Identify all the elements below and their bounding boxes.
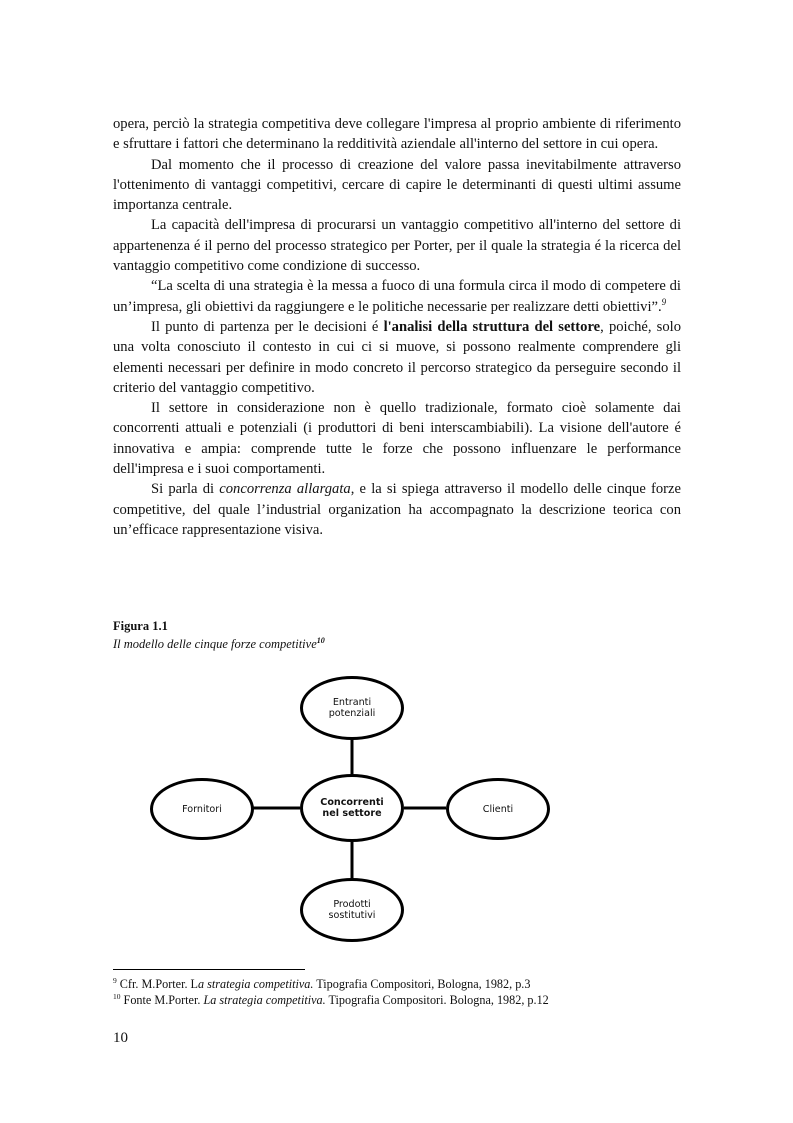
- figure-label: Figura 1.1: [113, 619, 168, 633]
- node-prodotti-sostitutivi: Prodotti sostitutivi: [300, 878, 404, 942]
- paragraph: La capacità dell'impresa di procurarsi un vantaggio competitivo all'interno del settore di appartenenza é il perno del processo strategico per Porter, per il quale la strategia é la ricerca del vantaggio competitivo come condizione di successo.: [113, 217, 681, 275]
- paragraph: Dal momento che il processo di creazione del valore passa inevitabilmente attraverso l'ottenimento di vantaggi competitivi, cercare di capire le determinanti di questi ultimi assume importanza centrale.: [113, 156, 681, 214]
- node-fornitori: Fornitori: [150, 778, 254, 840]
- node-clienti: Clienti: [446, 778, 550, 840]
- body-text: [113, 114, 681, 540]
- node-concorrenti-nel-settore: Concorrenti nel settore: [300, 774, 404, 842]
- footnote-ref: 9: [661, 296, 667, 307]
- bold-emphasis: l'analisi della struttura del settore: [383, 318, 601, 335]
- page-number: 10: [113, 1030, 128, 1046]
- paragraph: Si parla di concorrenza allargata, e la si spiega attraverso il modello delle cinque forze competitive, del quale l’industrial organization ha accompagnato la descrizione teorica con un’efficace rappresentazione visiva.: [113, 481, 681, 538]
- paragraph: opera, perciò la strategia competitiva deve collegare l'impresa al proprio ambiente di riferimento e sfruttare i fattori che determinano la redditività aziendale all'interno del settore in cui opera.: [113, 116, 681, 153]
- footnote-divider: [113, 969, 305, 970]
- footnote-ref: 10: [316, 635, 325, 645]
- node-entranti-potenziali: Entranti potenziali: [300, 676, 404, 740]
- quote-paragraph: “La scelta di una strategia è la messa a fuoco di una formula circa il modo di competere di un’impresa, gli obiettivi da raggiungere e le politiche necessarie per realizzare detti obiettivi”.$^9$: [113, 278, 681, 315]
- figure-caption: Il modello delle cinque forze competitive$^{10}$: [113, 635, 325, 651]
- footnote-9: $^9$ Cfr. M.Porter. La strategia competitiva. Tipografia Compositori, Bologna, 1982, p.3: [113, 975, 531, 991]
- paragraph: Il settore in considerazione non è quello tradizionale, formato cioè solamente dai concorrenti attuali e potenziali (i produttori di beni interscambiabili). La visione dell'autore é innovativa e ampia: comprende tutte le forze che possono influenzare le performance dell'impresa e i suoi comportamenti.: [113, 400, 681, 478]
- footnote-10: $^{10}$ Fonte M.Porter. La strategia competitiva. Tipografia Compositori. Bologna, 1982, p.12: [113, 991, 549, 1007]
- five-forces-diagram: [140, 670, 560, 950]
- paragraph: Il punto di partenza per le decisioni é l'analisi della struttura del settore, poiché, solo una volta conosciuto il contesto in cui ci si muove, si possono realmente comprendere gli elementi necessari per definire in modo concreto il percorso strategico da perseguire secondo il criterio del vantaggio competitivo.: [113, 318, 681, 396]
- italic-emphasis: concorrenza allargata: [219, 481, 351, 498]
